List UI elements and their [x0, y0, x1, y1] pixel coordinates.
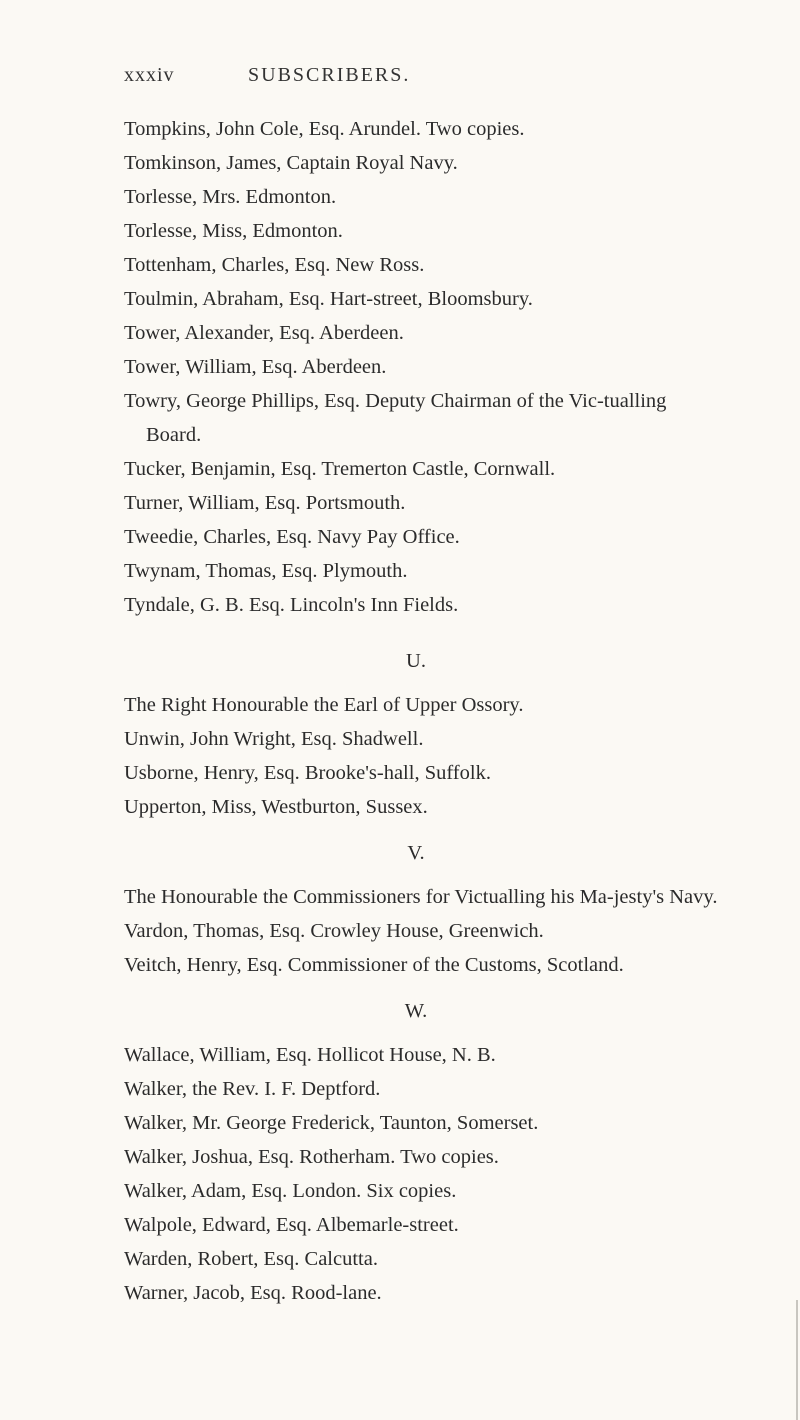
running-title: SUBSCRIBERS.: [248, 64, 411, 86]
subscriber-entry: Tompkins, John Cole, Esq. Arundel. Two copies.: [124, 118, 525, 140]
subscriber-entry: Walker, Joshua, Esq. Rotherham. Two copies.: [124, 1146, 499, 1168]
subscriber-entry: The Honourable the Commissioners for Victualling his Ma-jesty's Navy.: [124, 886, 718, 908]
subscriber-entry: Turner, William, Esq. Portsmouth.: [124, 492, 406, 514]
subscriber-entry: Tucker, Benjamin, Esq. Tremerton Castle, Cornwall.: [124, 458, 556, 480]
subscriber-entry: Upperton, Miss, Westburton, Sussex.: [124, 796, 428, 818]
section-letter-w: W.: [404, 1000, 428, 1022]
subscriber-entry: Tower, William, Esq. Aberdeen.: [124, 356, 387, 378]
subscriber-entry: Vardon, Thomas, Esq. Crowley House, Greenwich.: [124, 920, 544, 942]
subscriber-entry: Veitch, Henry, Esq. Commissioner of the Customs, Scotland.: [124, 954, 624, 976]
section-letter-u: U.: [406, 650, 426, 672]
subscriber-entry: Torlesse, Mrs. Edmonton.: [124, 186, 337, 208]
subscriber-entry: Walpole, Edward, Esq. Albemarle-street.: [124, 1214, 459, 1236]
subscriber-entry: Warden, Robert, Esq. Calcutta.: [124, 1248, 378, 1270]
running-head: [124, 64, 544, 94]
subscriber-entry: Walker, the Rev. I. F. Deptford.: [124, 1078, 381, 1100]
subscriber-entry: Walker, Adam, Esq. London. Six copies.: [124, 1180, 457, 1202]
subscriber-list: [124, 112, 724, 1310]
page-number: xxxiv: [124, 64, 175, 86]
subscriber-entry: Walker, Mr. George Frederick, Taunton, Somerset.: [124, 1112, 539, 1134]
subscriber-entry: Toulmin, Abraham, Esq. Hart-street, Bloomsbury.: [124, 288, 533, 310]
subscriber-entry: Tottenham, Charles, Esq. New Ross.: [124, 254, 425, 276]
page-edge-divider: [796, 1300, 798, 1420]
subscriber-entry: Usborne, Henry, Esq. Brooke's-hall, Suffolk.: [124, 762, 491, 784]
subscriber-entry: Towry, George Phillips, Esq. Deputy Chairman of the Vic-tualling Board.: [124, 390, 667, 446]
subscriber-entry: Twynam, Thomas, Esq. Plymouth.: [124, 560, 408, 582]
subscriber-entry: Tower, Alexander, Esq. Aberdeen.: [124, 322, 404, 344]
subscriber-entry: The Right Honourable the Earl of Upper Ossory.: [124, 694, 524, 716]
subscriber-entry: Tweedie, Charles, Esq. Navy Pay Office.: [124, 526, 460, 548]
subscriber-entry: Wallace, William, Esq. Hollicot House, N. B.: [124, 1044, 496, 1066]
section-letter-v: V.: [407, 842, 425, 864]
subscriber-entry: Unwin, John Wright, Esq. Shadwell.: [124, 728, 424, 750]
subscriber-entry: Torlesse, Miss, Edmonton.: [124, 220, 343, 242]
subscriber-entry: Tyndale, G. B. Esq. Lincoln's Inn Fields.: [124, 594, 459, 616]
subscriber-entry: Tomkinson, James, Captain Royal Navy.: [124, 152, 458, 174]
subscriber-entry: Warner, Jacob, Esq. Rood-lane.: [124, 1282, 382, 1304]
